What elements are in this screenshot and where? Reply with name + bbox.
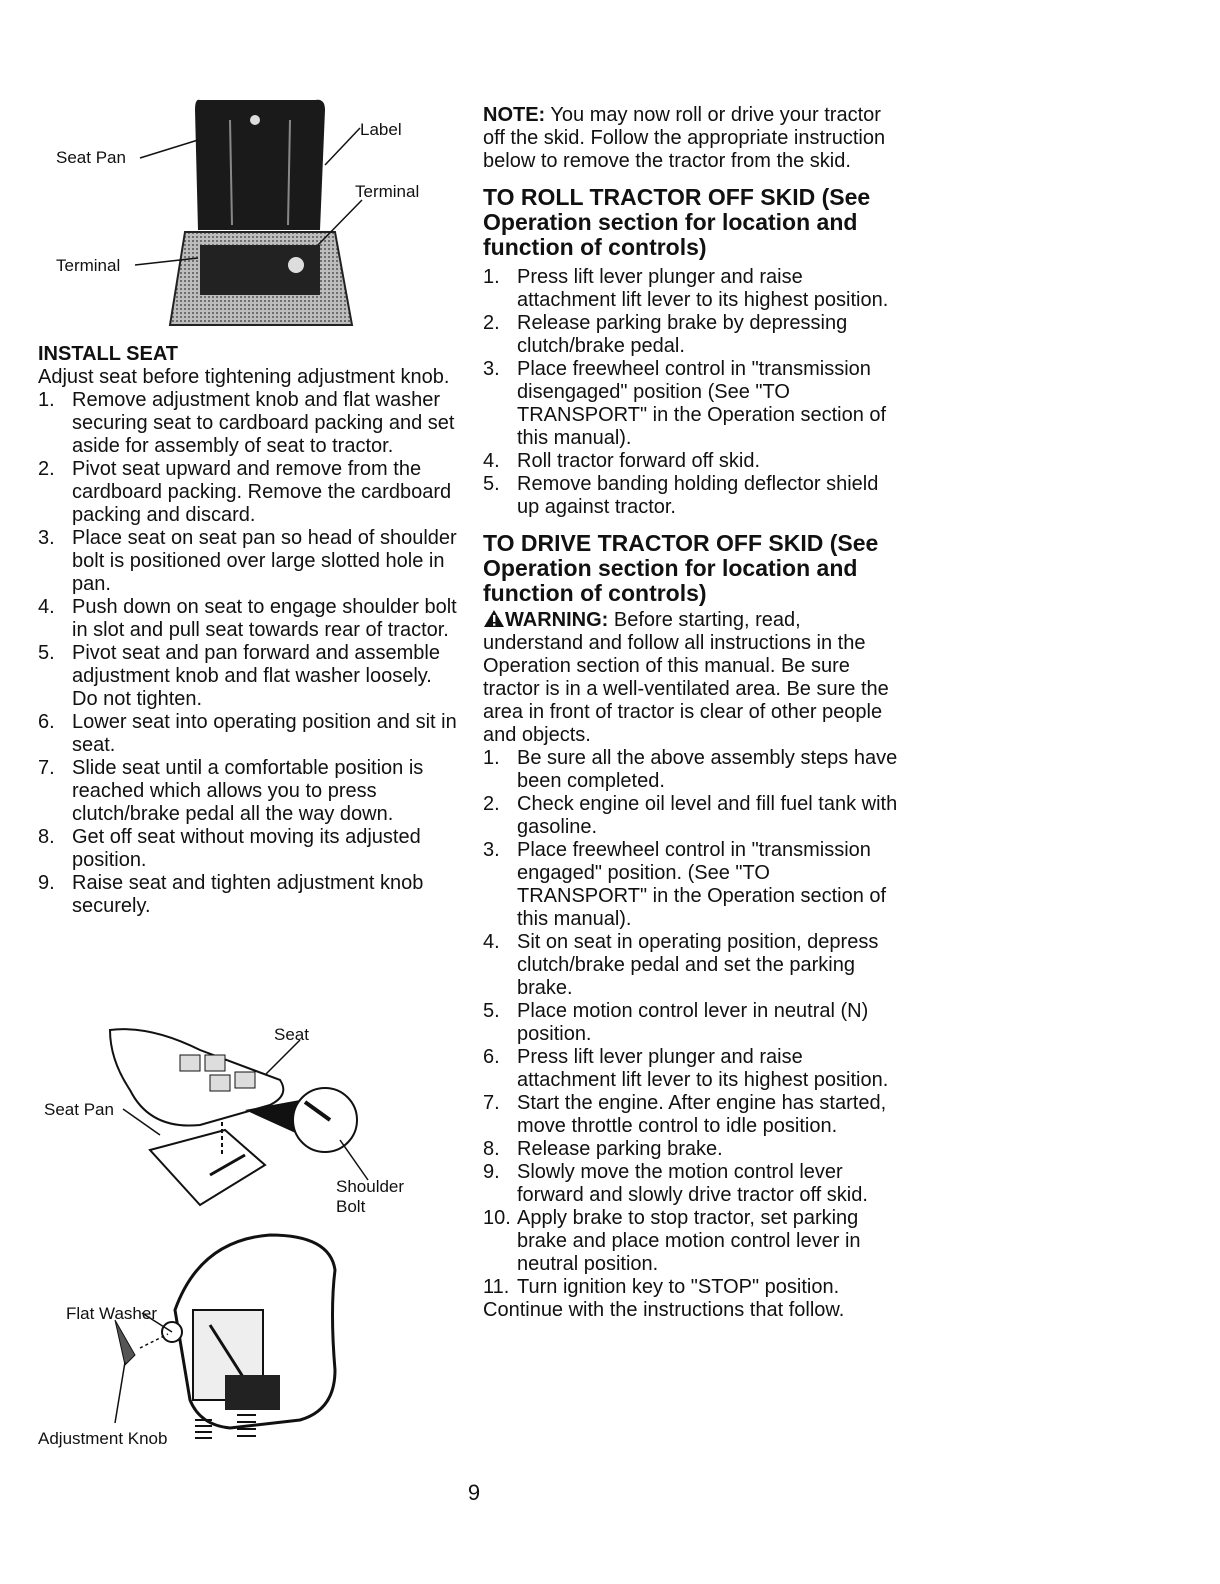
list-item: 11. Turn ignition key to "STOP" position.	[483, 1276, 840, 1298]
label-label: Label	[360, 120, 402, 139]
label-seat: Seat	[274, 1025, 309, 1044]
install-seat-steps	[38, 389, 460, 918]
label-terminal-right: Terminal	[355, 182, 420, 201]
label-terminal-left: Terminal	[56, 256, 121, 275]
list-item: 1. Be sure all the above assembly steps have been completed.	[483, 747, 898, 792]
list-item: 6. Lower seat into operating position and sit in seat.	[38, 711, 457, 756]
label-seat-pan-bottom: Seat Pan	[44, 1100, 114, 1119]
list-item: 8. Get off seat without moving its adjusted position.	[38, 826, 421, 871]
warning-label: WARNING:	[505, 609, 609, 631]
list-item: 5. Place motion control lever in neutral (N) position.	[483, 1000, 869, 1045]
label-flat-washer: Flat Washer	[66, 1304, 158, 1323]
list-item: 9. Slowly move the motion control lever forward and slowly drive tractor off skid.	[483, 1161, 868, 1206]
page-number: 9	[467, 1480, 481, 1505]
drive-off-steps	[483, 747, 903, 1299]
list-item: 7. Slide seat until a comfortable position is reached which allows you to press clutch/brake pedal all the way down.	[38, 757, 424, 825]
list-item: 7. Start the engine. After engine has started, move throttle control to idle position.	[483, 1092, 887, 1137]
list-item: 3. Place freewheel control in "transmission engaged" position. (See "TO TRANSPORT" in the Operation section of this manual).	[483, 839, 887, 930]
list-item: 5. Pivot seat and pan forward and assemble adjustment knob and flat washer loosely. Do not tighten.	[38, 642, 440, 710]
note-text: You may now roll or drive your tractor off the skid. Follow the appropriate instruction below to remove the tractor from the skid.	[483, 104, 886, 172]
roll-off-heading: TO ROLL TRACTOR OFF SKID (See Operation section for location and function of controls)	[483, 184, 871, 260]
list-item: 2. Release parking brake by depressing clutch/brake pedal.	[483, 312, 848, 357]
label-bolt: Bolt	[336, 1197, 366, 1216]
list-item: 3. Place seat on seat pan so head of shoulder bolt is positioned over large slotted hole in pan.	[38, 527, 457, 595]
note-paragraph	[483, 104, 903, 173]
label-seat-pan: Seat Pan	[56, 148, 126, 167]
list-item: 1. Remove adjustment knob and flat washer securing seat to cardboard packing and set aside for assembly of seat to tractor.	[38, 389, 455, 457]
warning-text: Before starting, read, understand and follow all instructions in the Operation section of this manual. Be sure tractor is in a well-ventilated area. Be sure the area in front of tractor is clear of other people and objects.	[483, 609, 889, 746]
warning-paragraph	[483, 609, 903, 747]
note-label: NOTE:	[483, 104, 546, 126]
list-item: 2. Pivot seat upward and remove from the cardboard packing. Remove the cardboard packing and discard.	[38, 458, 452, 526]
list-item: 3. Place freewheel control in "transmission disengaged" position (See "TO TRANSPORT" in the Operation section of this manual).	[483, 358, 887, 449]
seat-assembly-illustration	[0, 1010, 460, 1460]
closing-text: Continue with the instructions that follow.	[483, 1299, 845, 1321]
install-seat-section	[38, 343, 460, 918]
label-adjustment-knob: Adjustment Knob	[38, 1429, 168, 1448]
roll-off-steps	[483, 266, 903, 519]
drive-off-heading: TO DRIVE TRACTOR OFF SKID (See Operation section for location and function of controls)	[483, 530, 879, 606]
label-shoulder: Shoulder	[336, 1177, 405, 1196]
list-item: 4. Push down on seat to engage shoulder bolt in slot and pull seat towards rear of tractor.	[38, 596, 457, 641]
list-item: 5. Remove banding holding deflector shield up against tractor.	[483, 473, 879, 518]
list-item: 8. Release parking brake.	[483, 1138, 723, 1160]
seat-pan-illustration	[0, 0, 460, 340]
warning-icon	[483, 609, 505, 628]
list-item: 2. Check engine oil level and fill fuel tank with gasoline.	[483, 793, 898, 838]
list-item: 4. Roll tractor forward off skid.	[483, 450, 761, 472]
install-seat-intro: Adjust seat before tightening adjustment knob.	[38, 366, 450, 388]
right-column	[483, 104, 903, 1322]
list-item: 6. Press lift lever plunger and raise attachment lift lever to its highest position.	[483, 1046, 889, 1091]
list-item: 10. Apply brake to stop tractor, set parking brake and place motion control lever in neutral position.	[483, 1207, 861, 1275]
list-item: 9. Raise seat and tighten adjustment knob securely.	[38, 872, 424, 917]
list-item: 4. Sit on seat in operating position, depress clutch/brake pedal and set the parking brake.	[483, 931, 879, 999]
list-item: 1. Press lift lever plunger and raise attachment lift lever to its highest position.	[483, 266, 889, 311]
install-seat-heading: INSTALL SEAT	[38, 343, 178, 365]
